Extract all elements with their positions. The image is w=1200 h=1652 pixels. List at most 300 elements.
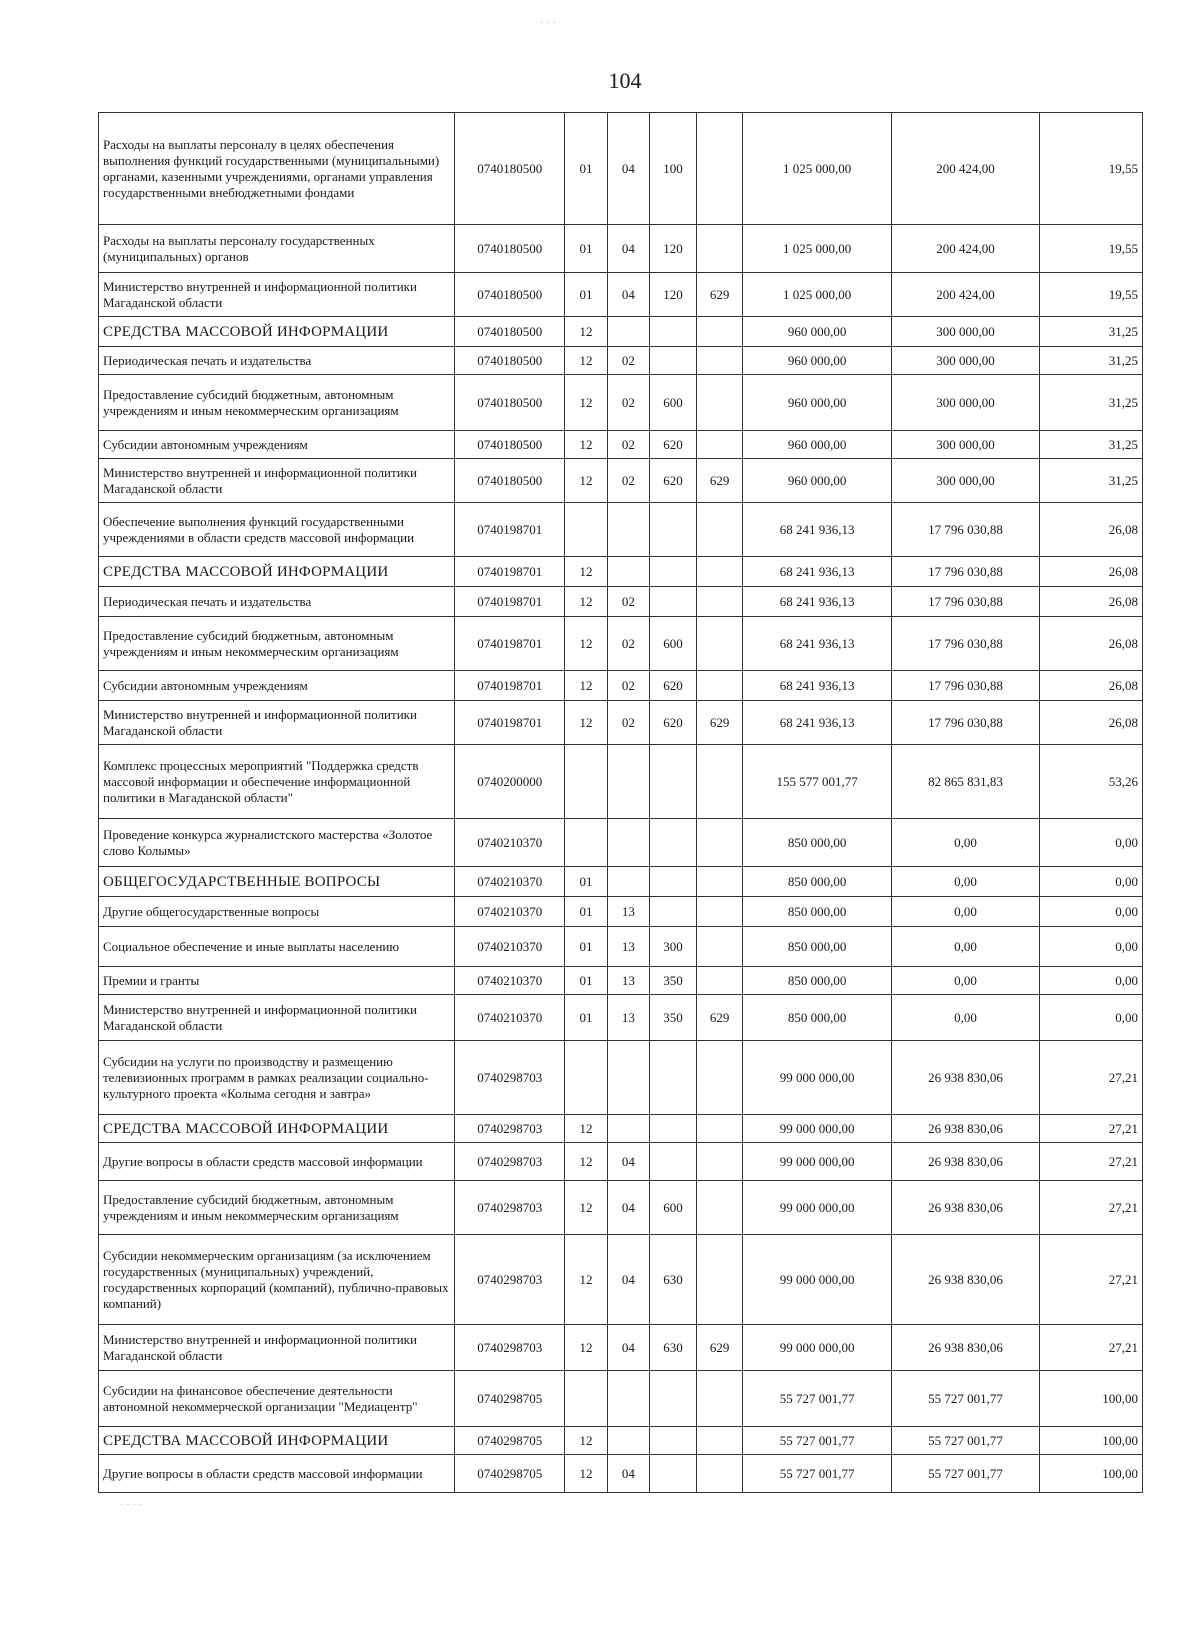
table-row xyxy=(99,995,1143,1041)
expense-type-code xyxy=(650,347,697,375)
section-code: 12 xyxy=(565,671,607,701)
target-article-code: 0740198701 xyxy=(455,617,565,671)
item-name: Премии и гранты xyxy=(99,967,455,995)
subsection-code: 02 xyxy=(607,587,649,617)
target-article-code: 0740180500 xyxy=(455,317,565,347)
administrator-code xyxy=(696,1115,743,1143)
expense-type-code xyxy=(650,1041,697,1115)
target-article-code: 0740198701 xyxy=(455,503,565,557)
planned-amount: 850 000,00 xyxy=(743,927,891,967)
execution-percent: 0,00 xyxy=(1040,897,1143,927)
section-code: 12 xyxy=(565,1235,607,1325)
item-name: Обеспечение выполнения функций государственными учреждениями в области средств массовой информации xyxy=(99,503,455,557)
executed-amount: 82 865 831,83 xyxy=(891,745,1039,819)
table-row xyxy=(99,671,1143,701)
administrator-code xyxy=(696,867,743,897)
administrator-code xyxy=(696,745,743,819)
target-article-code: 0740198701 xyxy=(455,557,565,587)
expense-type-code xyxy=(650,1371,697,1427)
section-code: 12 xyxy=(565,1143,607,1181)
target-article-code: 0740180500 xyxy=(455,113,565,225)
table-row xyxy=(99,1455,1143,1493)
target-article-code: 0740298703 xyxy=(455,1235,565,1325)
table-row xyxy=(99,1115,1143,1143)
item-name: СРЕДСТВА МАССОВОЙ ИНФОРМАЦИИ xyxy=(99,1115,455,1143)
executed-amount: 17 796 030,88 xyxy=(891,557,1039,587)
administrator-code xyxy=(696,347,743,375)
item-name: Другие общегосударственные вопросы xyxy=(99,897,455,927)
table-body xyxy=(99,113,1143,1493)
planned-amount: 1 025 000,00 xyxy=(743,113,891,225)
target-article-code: 0740298703 xyxy=(455,1143,565,1181)
expense-type-code: 120 xyxy=(650,273,697,317)
executed-amount: 0,00 xyxy=(891,867,1039,897)
target-article-code: 0740198701 xyxy=(455,701,565,745)
subsection-code xyxy=(607,1115,649,1143)
table-row xyxy=(99,225,1143,273)
target-article-code: 0740180500 xyxy=(455,459,565,503)
executed-amount: 17 796 030,88 xyxy=(891,617,1039,671)
section-code: 12 xyxy=(565,1115,607,1143)
section-code: 01 xyxy=(565,927,607,967)
administrator-code xyxy=(696,225,743,273)
item-name: Субсидии на услуги по производству и размещению телевизионных программ в рамках реализации социально-культурного проекта «Колыма сегодня и завтра» xyxy=(99,1041,455,1115)
planned-amount: 850 000,00 xyxy=(743,967,891,995)
planned-amount: 850 000,00 xyxy=(743,867,891,897)
executed-amount: 0,00 xyxy=(891,927,1039,967)
item-name: Комплекс процессных мероприятий "Поддержка средств массовой информации и обеспечение информационной политики в Магаданской области" xyxy=(99,745,455,819)
execution-percent: 27,21 xyxy=(1040,1235,1143,1325)
executed-amount: 26 938 830,06 xyxy=(891,1143,1039,1181)
item-name: Министерство внутренней и информационной политики Магаданской области xyxy=(99,459,455,503)
item-name: СРЕДСТВА МАССОВОЙ ИНФОРМАЦИИ xyxy=(99,317,455,347)
planned-amount: 55 727 001,77 xyxy=(743,1371,891,1427)
subsection-code xyxy=(607,1371,649,1427)
budget-table xyxy=(98,112,1143,1493)
item-name: Министерство внутренней и информационной политики Магаданской области xyxy=(99,1325,455,1371)
execution-percent: 27,21 xyxy=(1040,1041,1143,1115)
table-row xyxy=(99,317,1143,347)
administrator-code xyxy=(696,113,743,225)
planned-amount: 850 000,00 xyxy=(743,819,891,867)
subsection-code: 04 xyxy=(607,1325,649,1371)
execution-percent: 26,08 xyxy=(1040,503,1143,557)
executed-amount: 26 938 830,06 xyxy=(891,1181,1039,1235)
executed-amount: 0,00 xyxy=(891,819,1039,867)
expense-type-code: 620 xyxy=(650,701,697,745)
target-article-code: 0740298703 xyxy=(455,1115,565,1143)
execution-percent: 27,21 xyxy=(1040,1115,1143,1143)
target-article-code: 0740210370 xyxy=(455,967,565,995)
planned-amount: 960 000,00 xyxy=(743,347,891,375)
subsection-code: 13 xyxy=(607,897,649,927)
item-name: СРЕДСТВА МАССОВОЙ ИНФОРМАЦИИ xyxy=(99,557,455,587)
expense-type-code: 350 xyxy=(650,967,697,995)
planned-amount: 960 000,00 xyxy=(743,431,891,459)
expense-type-code: 300 xyxy=(650,927,697,967)
table-row xyxy=(99,1325,1143,1371)
execution-percent: 31,25 xyxy=(1040,459,1143,503)
subsection-code xyxy=(607,745,649,819)
section-code: 12 xyxy=(565,701,607,745)
administrator-code: 629 xyxy=(696,701,743,745)
table-row xyxy=(99,617,1143,671)
subsection-code xyxy=(607,557,649,587)
execution-percent: 26,08 xyxy=(1040,671,1143,701)
target-article-code: 0740298703 xyxy=(455,1325,565,1371)
section-code xyxy=(565,503,607,557)
execution-percent: 0,00 xyxy=(1040,867,1143,897)
table-row xyxy=(99,745,1143,819)
execution-percent: 0,00 xyxy=(1040,967,1143,995)
executed-amount: 17 796 030,88 xyxy=(891,671,1039,701)
administrator-code: 629 xyxy=(696,1325,743,1371)
subsection-code xyxy=(607,1427,649,1455)
subsection-code: 02 xyxy=(607,375,649,431)
expense-type-code: 600 xyxy=(650,375,697,431)
section-code: 12 xyxy=(565,375,607,431)
target-article-code: 0740210370 xyxy=(455,897,565,927)
expense-type-code: 630 xyxy=(650,1235,697,1325)
execution-percent: 26,08 xyxy=(1040,557,1143,587)
section-code: 01 xyxy=(565,225,607,273)
execution-percent: 27,21 xyxy=(1040,1143,1143,1181)
target-article-code: 0740298705 xyxy=(455,1455,565,1493)
table-row xyxy=(99,1427,1143,1455)
administrator-code xyxy=(696,1235,743,1325)
execution-percent: 100,00 xyxy=(1040,1427,1143,1455)
table-row xyxy=(99,897,1143,927)
administrator-code: 629 xyxy=(696,273,743,317)
page-number: 104 xyxy=(608,68,642,93)
subsection-code xyxy=(607,867,649,897)
item-name: Периодическая печать и издательства xyxy=(99,347,455,375)
planned-amount: 850 000,00 xyxy=(743,995,891,1041)
execution-percent: 19,55 xyxy=(1040,113,1143,225)
item-name: Предоставление субсидий бюджетным, автономным учреждениям и иным некоммерческим организациям xyxy=(99,375,455,431)
administrator-code xyxy=(696,927,743,967)
expense-type-code xyxy=(650,897,697,927)
target-article-code: 0740200000 xyxy=(455,745,565,819)
executed-amount: 26 938 830,06 xyxy=(891,1041,1039,1115)
expense-type-code: 600 xyxy=(650,1181,697,1235)
execution-percent: 0,00 xyxy=(1040,927,1143,967)
expense-type-code xyxy=(650,1427,697,1455)
planned-amount: 99 000 000,00 xyxy=(743,1325,891,1371)
planned-amount: 68 241 936,13 xyxy=(743,671,891,701)
section-code: 12 xyxy=(565,1325,607,1371)
subsection-code: 04 xyxy=(607,1235,649,1325)
expense-type-code: 600 xyxy=(650,617,697,671)
subsection-code: 04 xyxy=(607,1455,649,1493)
section-code xyxy=(565,1041,607,1115)
section-code: 12 xyxy=(565,557,607,587)
executed-amount: 17 796 030,88 xyxy=(891,503,1039,557)
expense-type-code: 620 xyxy=(650,431,697,459)
section-code: 12 xyxy=(565,1427,607,1455)
executed-amount: 17 796 030,88 xyxy=(891,701,1039,745)
target-article-code: 0740198701 xyxy=(455,671,565,701)
table-row xyxy=(99,1235,1143,1325)
expense-type-code xyxy=(650,503,697,557)
administrator-code xyxy=(696,897,743,927)
item-name: Предоставление субсидий бюджетным, автономным учреждениям и иным некоммерческим организациям xyxy=(99,1181,455,1235)
planned-amount: 55 727 001,77 xyxy=(743,1455,891,1493)
administrator-code xyxy=(696,617,743,671)
subsection-code: 13 xyxy=(607,995,649,1041)
planned-amount: 68 241 936,13 xyxy=(743,587,891,617)
subsection-code: 13 xyxy=(607,967,649,995)
subsection-code: 02 xyxy=(607,347,649,375)
expense-type-code: 100 xyxy=(650,113,697,225)
execution-percent: 100,00 xyxy=(1040,1455,1143,1493)
section-code: 01 xyxy=(565,995,607,1041)
administrator-code xyxy=(696,1143,743,1181)
target-article-code: 0740210370 xyxy=(455,819,565,867)
executed-amount: 0,00 xyxy=(891,995,1039,1041)
item-name: Министерство внутренней и информационной политики Магаданской области xyxy=(99,701,455,745)
planned-amount: 99 000 000,00 xyxy=(743,1235,891,1325)
subsection-code: 02 xyxy=(607,701,649,745)
item-name: СРЕДСТВА МАССОВОЙ ИНФОРМАЦИИ xyxy=(99,1427,455,1455)
executed-amount: 300 000,00 xyxy=(891,375,1039,431)
section-code xyxy=(565,745,607,819)
expense-type-code: 620 xyxy=(650,671,697,701)
section-code: 12 xyxy=(565,617,607,671)
target-article-code: 0740180500 xyxy=(455,225,565,273)
subsection-code: 13 xyxy=(607,927,649,967)
planned-amount: 68 241 936,13 xyxy=(743,557,891,587)
table-row xyxy=(99,1181,1143,1235)
planned-amount: 68 241 936,13 xyxy=(743,617,891,671)
target-article-code: 0740210370 xyxy=(455,867,565,897)
execution-percent: 26,08 xyxy=(1040,587,1143,617)
item-name: Министерство внутренней и информационной политики Магаданской области xyxy=(99,995,455,1041)
execution-percent: 19,55 xyxy=(1040,273,1143,317)
section-code: 12 xyxy=(565,1181,607,1235)
target-article-code: 0740298703 xyxy=(455,1041,565,1115)
target-article-code: 0740298703 xyxy=(455,1181,565,1235)
expense-type-code: 120 xyxy=(650,225,697,273)
planned-amount: 99 000 000,00 xyxy=(743,1143,891,1181)
item-name: Расходы на выплаты персоналу в целях обеспечения выполнения функций государственными (муниципальными) органами, казенными учреждениями, органами управления государственными внебюджетными фондами xyxy=(99,113,455,225)
execution-percent: 26,08 xyxy=(1040,701,1143,745)
item-name: Министерство внутренней и информационной политики Магаданской области xyxy=(99,273,455,317)
executed-amount: 0,00 xyxy=(891,897,1039,927)
table-row xyxy=(99,431,1143,459)
table-row xyxy=(99,1371,1143,1427)
target-article-code: 0740210370 xyxy=(455,927,565,967)
planned-amount: 68 241 936,13 xyxy=(743,701,891,745)
administrator-code: 629 xyxy=(696,459,743,503)
expense-type-code xyxy=(650,587,697,617)
subsection-code xyxy=(607,819,649,867)
target-article-code: 0740180500 xyxy=(455,347,565,375)
administrator-code xyxy=(696,557,743,587)
planned-amount: 1 025 000,00 xyxy=(743,225,891,273)
planned-amount: 960 000,00 xyxy=(743,317,891,347)
administrator-code xyxy=(696,1371,743,1427)
administrator-code xyxy=(696,967,743,995)
table-row xyxy=(99,587,1143,617)
target-article-code: 0740180500 xyxy=(455,273,565,317)
executed-amount: 26 938 830,06 xyxy=(891,1235,1039,1325)
item-name: ОБЩЕГОСУДАРСТВЕННЫЕ ВОПРОСЫ xyxy=(99,867,455,897)
executed-amount: 300 000,00 xyxy=(891,431,1039,459)
administrator-code xyxy=(696,431,743,459)
item-name: Проведение конкурса журналистского мастерства «Золотое слово Колымы» xyxy=(99,819,455,867)
execution-percent: 26,08 xyxy=(1040,617,1143,671)
item-name: Другие вопросы в области средств массовой информации xyxy=(99,1455,455,1493)
table-row xyxy=(99,1041,1143,1115)
execution-percent: 31,25 xyxy=(1040,431,1143,459)
execution-percent: 0,00 xyxy=(1040,819,1143,867)
administrator-code xyxy=(696,671,743,701)
planned-amount: 155 577 001,77 xyxy=(743,745,891,819)
administrator-code xyxy=(696,819,743,867)
section-code: 01 xyxy=(565,273,607,317)
planned-amount: 850 000,00 xyxy=(743,897,891,927)
planned-amount: 55 727 001,77 xyxy=(743,1427,891,1455)
item-name: Социальное обеспечение и иные выплаты населению xyxy=(99,927,455,967)
table-row xyxy=(99,375,1143,431)
target-article-code: 0740298705 xyxy=(455,1371,565,1427)
table-row xyxy=(99,819,1143,867)
section-code: 01 xyxy=(565,897,607,927)
executed-amount: 200 424,00 xyxy=(891,225,1039,273)
section-code: 01 xyxy=(565,967,607,995)
executed-amount: 26 938 830,06 xyxy=(891,1325,1039,1371)
subsection-code: 04 xyxy=(607,113,649,225)
scan-speckle: · · · xyxy=(540,18,556,29)
table-row xyxy=(99,967,1143,995)
planned-amount: 68 241 936,13 xyxy=(743,503,891,557)
expense-type-code: 620 xyxy=(650,459,697,503)
subsection-code: 02 xyxy=(607,617,649,671)
execution-percent: 100,00 xyxy=(1040,1371,1143,1427)
section-code xyxy=(565,1371,607,1427)
table-row xyxy=(99,927,1143,967)
section-code: 12 xyxy=(565,1455,607,1493)
planned-amount: 960 000,00 xyxy=(743,375,891,431)
target-article-code: 0740198701 xyxy=(455,587,565,617)
execution-percent: 0,00 xyxy=(1040,995,1143,1041)
item-name: Предоставление субсидий бюджетным, автономным учреждениям и иным некоммерческим организациям xyxy=(99,617,455,671)
execution-percent: 31,25 xyxy=(1040,347,1143,375)
scan-speckle: · · · · xyxy=(120,1500,143,1511)
executed-amount: 300 000,00 xyxy=(891,347,1039,375)
executed-amount: 17 796 030,88 xyxy=(891,587,1039,617)
subsection-code: 02 xyxy=(607,671,649,701)
planned-amount: 1 025 000,00 xyxy=(743,273,891,317)
item-name: Субсидии некоммерческим организациям (за исключением государственных (муниципальных) учреждений, государственных корпораций (компаний), публично-правовых компаний) xyxy=(99,1235,455,1325)
executed-amount: 26 938 830,06 xyxy=(891,1115,1039,1143)
executed-amount: 300 000,00 xyxy=(891,459,1039,503)
planned-amount: 960 000,00 xyxy=(743,459,891,503)
target-article-code: 0740298705 xyxy=(455,1427,565,1455)
executed-amount: 55 727 001,77 xyxy=(891,1427,1039,1455)
subsection-code: 04 xyxy=(607,273,649,317)
subsection-code xyxy=(607,317,649,347)
item-name: Другие вопросы в области средств массовой информации xyxy=(99,1143,455,1181)
table-row xyxy=(99,459,1143,503)
executed-amount: 200 424,00 xyxy=(891,113,1039,225)
section-code: 01 xyxy=(565,113,607,225)
item-name: Субсидии автономным учреждениям xyxy=(99,431,455,459)
administrator-code xyxy=(696,1181,743,1235)
executed-amount: 55 727 001,77 xyxy=(891,1371,1039,1427)
item-name: Субсидии автономным учреждениям xyxy=(99,671,455,701)
expense-type-code xyxy=(650,1455,697,1493)
planned-amount: 99 000 000,00 xyxy=(743,1115,891,1143)
subsection-code: 02 xyxy=(607,431,649,459)
table-row xyxy=(99,867,1143,897)
table-row xyxy=(99,1143,1143,1181)
execution-percent: 27,21 xyxy=(1040,1325,1143,1371)
item-name: Расходы на выплаты персоналу государственных (муниципальных) органов xyxy=(99,225,455,273)
expense-type-code xyxy=(650,867,697,897)
subsection-code: 04 xyxy=(607,1143,649,1181)
subsection-code xyxy=(607,503,649,557)
planned-amount: 99 000 000,00 xyxy=(743,1041,891,1115)
expense-type-code xyxy=(650,1115,697,1143)
table-row xyxy=(99,347,1143,375)
section-code: 12 xyxy=(565,459,607,503)
section-code xyxy=(565,819,607,867)
administrator-code xyxy=(696,1455,743,1493)
table-row xyxy=(99,701,1143,745)
administrator-code xyxy=(696,503,743,557)
subsection-code: 02 xyxy=(607,459,649,503)
section-code: 12 xyxy=(565,431,607,459)
item-name: Периодическая печать и издательства xyxy=(99,587,455,617)
table-row xyxy=(99,503,1143,557)
administrator-code xyxy=(696,1041,743,1115)
subsection-code: 04 xyxy=(607,225,649,273)
table-row xyxy=(99,113,1143,225)
section-code: 12 xyxy=(565,317,607,347)
executed-amount: 300 000,00 xyxy=(891,317,1039,347)
target-article-code: 0740180500 xyxy=(455,375,565,431)
table-row xyxy=(99,273,1143,317)
administrator-code xyxy=(696,587,743,617)
subsection-code: 04 xyxy=(607,1181,649,1235)
section-code: 12 xyxy=(565,347,607,375)
item-name: Субсидии на финансовое обеспечение деятельности автономной некоммерческой организации "Медиацентр" xyxy=(99,1371,455,1427)
expense-type-code xyxy=(650,1143,697,1181)
execution-percent: 27,21 xyxy=(1040,1181,1143,1235)
target-article-code: 0740210370 xyxy=(455,995,565,1041)
execution-percent: 31,25 xyxy=(1040,375,1143,431)
administrator-code xyxy=(696,1427,743,1455)
section-code: 12 xyxy=(565,587,607,617)
executed-amount: 55 727 001,77 xyxy=(891,1455,1039,1493)
expense-type-code: 630 xyxy=(650,1325,697,1371)
expense-type-code xyxy=(650,557,697,587)
administrator-code xyxy=(696,375,743,431)
expense-type-code xyxy=(650,317,697,347)
expense-type-code xyxy=(650,745,697,819)
expense-type-code xyxy=(650,819,697,867)
planned-amount: 99 000 000,00 xyxy=(743,1181,891,1235)
subsection-code xyxy=(607,1041,649,1115)
execution-percent: 19,55 xyxy=(1040,225,1143,273)
execution-percent: 53,26 xyxy=(1040,745,1143,819)
administrator-code xyxy=(696,317,743,347)
table-row xyxy=(99,557,1143,587)
expense-type-code: 350 xyxy=(650,995,697,1041)
administrator-code: 629 xyxy=(696,995,743,1041)
